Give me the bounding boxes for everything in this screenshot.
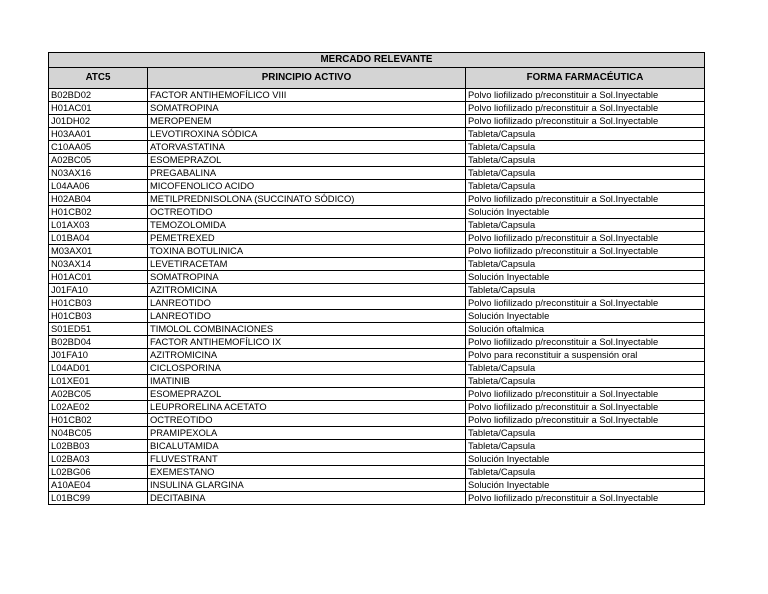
forma-farmaceutica-cell: Solución Inyectable — [466, 310, 705, 323]
principio-activo-cell: METILPREDNISOLONA (SUCCINATO SÓDICO) — [148, 193, 466, 206]
forma-farmaceutica-cell: Solución Inyectable — [466, 206, 705, 219]
principio-activo-cell: TOXINA BOTULINICA — [148, 245, 466, 258]
forma-farmaceutica-cell: Tableta/Capsula — [466, 141, 705, 154]
forma-farmaceutica-cell: Tableta/Capsula — [466, 362, 705, 375]
column-header-principio-activo: PRINCIPIO ACTIVO — [148, 68, 466, 89]
forma-farmaceutica-cell: Polvo liofilizado p/reconstituir a Sol.Inyectable — [466, 232, 705, 245]
principio-activo-cell: PREGABALINA — [148, 167, 466, 180]
atc5-cell: H01CB02 — [49, 414, 148, 427]
principio-activo-cell: AZITROMICINA — [148, 349, 466, 362]
table-row — [49, 154, 705, 167]
forma-farmaceutica-cell: Tableta/Capsula — [466, 375, 705, 388]
forma-farmaceutica-cell: Polvo liofilizado p/reconstituir a Sol.Inyectable — [466, 193, 705, 206]
principio-activo-cell: PEMETREXED — [148, 232, 466, 245]
table-row — [49, 115, 705, 128]
table-row — [49, 466, 705, 479]
table-row — [49, 401, 705, 414]
principio-activo-cell: LEVOTIROXINA SÓDICA — [148, 128, 466, 141]
atc5-cell: J01FA10 — [49, 349, 148, 362]
principio-activo-cell: PRAMIPEXOLA — [148, 427, 466, 440]
atc5-cell: B02BD02 — [49, 89, 148, 102]
forma-farmaceutica-cell: Tableta/Capsula — [466, 284, 705, 297]
atc5-cell: L01BC99 — [49, 492, 148, 505]
atc5-cell: H01CB02 — [49, 206, 148, 219]
table-row — [49, 232, 705, 245]
forma-farmaceutica-cell: Tableta/Capsula — [466, 180, 705, 193]
column-header-forma-farmaceutica: FORMA FARMACÉUTICA — [466, 68, 705, 89]
table-row — [49, 427, 705, 440]
atc5-cell: H02AB04 — [49, 193, 148, 206]
atc5-cell: A02BC05 — [49, 388, 148, 401]
principio-activo-cell: ESOMEPRAZOL — [148, 154, 466, 167]
spreadsheet-page — [48, 52, 705, 505]
table-row — [49, 141, 705, 154]
atc5-cell: H01AC01 — [49, 271, 148, 284]
atc5-cell: L02BG06 — [49, 466, 148, 479]
forma-farmaceutica-cell: Polvo liofilizado p/reconstituir a Sol.Inyectable — [466, 414, 705, 427]
forma-farmaceutica-cell: Polvo liofilizado p/reconstituir a Sol.Inyectable — [466, 388, 705, 401]
atc5-cell: H01CB03 — [49, 297, 148, 310]
forma-farmaceutica-cell: Tableta/Capsula — [466, 440, 705, 453]
atc5-cell: J01DH02 — [49, 115, 148, 128]
forma-farmaceutica-cell: Tableta/Capsula — [466, 466, 705, 479]
forma-farmaceutica-cell: Polvo liofilizado p/reconstituir a Sol.Inyectable — [466, 89, 705, 102]
forma-farmaceutica-cell: Solución Inyectable — [466, 453, 705, 466]
table-row — [49, 388, 705, 401]
mercado-relevante-table — [48, 52, 705, 505]
principio-activo-cell: FLUVESTRANT — [148, 453, 466, 466]
principio-activo-cell: OCTREOTIDO — [148, 206, 466, 219]
table-row — [49, 349, 705, 362]
atc5-cell: A10AE04 — [49, 479, 148, 492]
forma-farmaceutica-cell: Polvo liofilizado p/reconstituir a Sol.Inyectable — [466, 492, 705, 505]
table-row — [49, 297, 705, 310]
forma-farmaceutica-cell: Polvo liofilizado p/reconstituir a Sol.Inyectable — [466, 245, 705, 258]
table-title: MERCADO RELEVANTE — [49, 53, 705, 68]
table-row — [49, 180, 705, 193]
atc5-cell: H01AC01 — [49, 102, 148, 115]
principio-activo-cell: SOMATROPINA — [148, 102, 466, 115]
forma-farmaceutica-cell: Polvo para reconstituir a suspensión oral — [466, 349, 705, 362]
forma-farmaceutica-cell: Tableta/Capsula — [466, 154, 705, 167]
forma-farmaceutica-cell: Tableta/Capsula — [466, 427, 705, 440]
table-row — [49, 258, 705, 271]
column-header-atc5: ATC5 — [49, 68, 148, 89]
table-row — [49, 128, 705, 141]
table-row — [49, 193, 705, 206]
atc5-cell: N04BC05 — [49, 427, 148, 440]
table-row — [49, 336, 705, 349]
atc5-cell: S01ED51 — [49, 323, 148, 336]
table-row — [49, 271, 705, 284]
principio-activo-cell: MEROPENEM — [148, 115, 466, 128]
table-row — [49, 375, 705, 388]
principio-activo-cell: DECITABINA — [148, 492, 466, 505]
principio-activo-cell: FACTOR ANTIHEMOFÍLICO IX — [148, 336, 466, 349]
atc5-cell: L01AX03 — [49, 219, 148, 232]
atc5-cell: L01BA04 — [49, 232, 148, 245]
atc5-cell: L04AA06 — [49, 180, 148, 193]
atc5-cell: N03AX16 — [49, 167, 148, 180]
atc5-cell: J01FA10 — [49, 284, 148, 297]
table-body — [49, 89, 705, 505]
forma-farmaceutica-cell: Tableta/Capsula — [466, 258, 705, 271]
table-row — [49, 206, 705, 219]
atc5-cell: L04AD01 — [49, 362, 148, 375]
principio-activo-cell: MICOFENOLICO ACIDO — [148, 180, 466, 193]
table-row — [49, 102, 705, 115]
table-row — [49, 479, 705, 492]
principio-activo-cell: LEVETIRACETAM — [148, 258, 466, 271]
forma-farmaceutica-cell: Solución Inyectable — [466, 479, 705, 492]
principio-activo-cell: BICALUTAMIDA — [148, 440, 466, 453]
principio-activo-cell: OCTREOTIDO — [148, 414, 466, 427]
atc5-cell: L02AE02 — [49, 401, 148, 414]
principio-activo-cell: LANREOTIDO — [148, 297, 466, 310]
atc5-cell: N03AX14 — [49, 258, 148, 271]
table-row — [49, 310, 705, 323]
table-row — [49, 414, 705, 427]
table-row — [49, 284, 705, 297]
table-row — [49, 219, 705, 232]
forma-farmaceutica-cell: Polvo liofilizado p/reconstituir a Sol.Inyectable — [466, 115, 705, 128]
atc5-cell: A02BC05 — [49, 154, 148, 167]
forma-farmaceutica-cell: Polvo liofilizado p/reconstituir a Sol.Inyectable — [466, 401, 705, 414]
forma-farmaceutica-cell: Tableta/Capsula — [466, 128, 705, 141]
table-row — [49, 492, 705, 505]
principio-activo-cell: CICLOSPORINA — [148, 362, 466, 375]
forma-farmaceutica-cell: Polvo liofilizado p/reconstituir a Sol.Inyectable — [466, 102, 705, 115]
table-row — [49, 440, 705, 453]
principio-activo-cell: IMATINIB — [148, 375, 466, 388]
forma-farmaceutica-cell: Tableta/Capsula — [466, 219, 705, 232]
principio-activo-cell: INSULINA GLARGINA — [148, 479, 466, 492]
forma-farmaceutica-cell: Polvo liofilizado p/reconstituir a Sol.Inyectable — [466, 297, 705, 310]
principio-activo-cell: TEMOZOLOMIDA — [148, 219, 466, 232]
principio-activo-cell: LEUPRORELINA ACETATO — [148, 401, 466, 414]
principio-activo-cell: LANREOTIDO — [148, 310, 466, 323]
atc5-cell: B02BD04 — [49, 336, 148, 349]
table-row — [49, 362, 705, 375]
table-row — [49, 323, 705, 336]
principio-activo-cell: SOMATROPINA — [148, 271, 466, 284]
table-row — [49, 167, 705, 180]
table-row — [49, 453, 705, 466]
principio-activo-cell: EXEMESTANO — [148, 466, 466, 479]
forma-farmaceutica-cell: Tableta/Capsula — [466, 167, 705, 180]
principio-activo-cell: TIMOLOL COMBINACIONES — [148, 323, 466, 336]
atc5-cell: H03AA01 — [49, 128, 148, 141]
atc5-cell: M03AX01 — [49, 245, 148, 258]
atc5-cell: L02BA03 — [49, 453, 148, 466]
forma-farmaceutica-cell: Solución Inyectable — [466, 271, 705, 284]
atc5-cell: C10AA05 — [49, 141, 148, 154]
atc5-cell: L02BB03 — [49, 440, 148, 453]
atc5-cell: H01CB03 — [49, 310, 148, 323]
table-header-row — [49, 68, 705, 89]
forma-farmaceutica-cell: Polvo liofilizado p/reconstituir a Sol.Inyectable — [466, 336, 705, 349]
principio-activo-cell: ESOMEPRAZOL — [148, 388, 466, 401]
principio-activo-cell: ATORVASTATINA — [148, 141, 466, 154]
forma-farmaceutica-cell: Solución oftalmica — [466, 323, 705, 336]
table-row — [49, 245, 705, 258]
table-row — [49, 89, 705, 102]
principio-activo-cell: FACTOR ANTIHEMOFÍLICO VIII — [148, 89, 466, 102]
atc5-cell: L01XE01 — [49, 375, 148, 388]
table-title-row — [49, 53, 705, 68]
principio-activo-cell: AZITROMICINA — [148, 284, 466, 297]
